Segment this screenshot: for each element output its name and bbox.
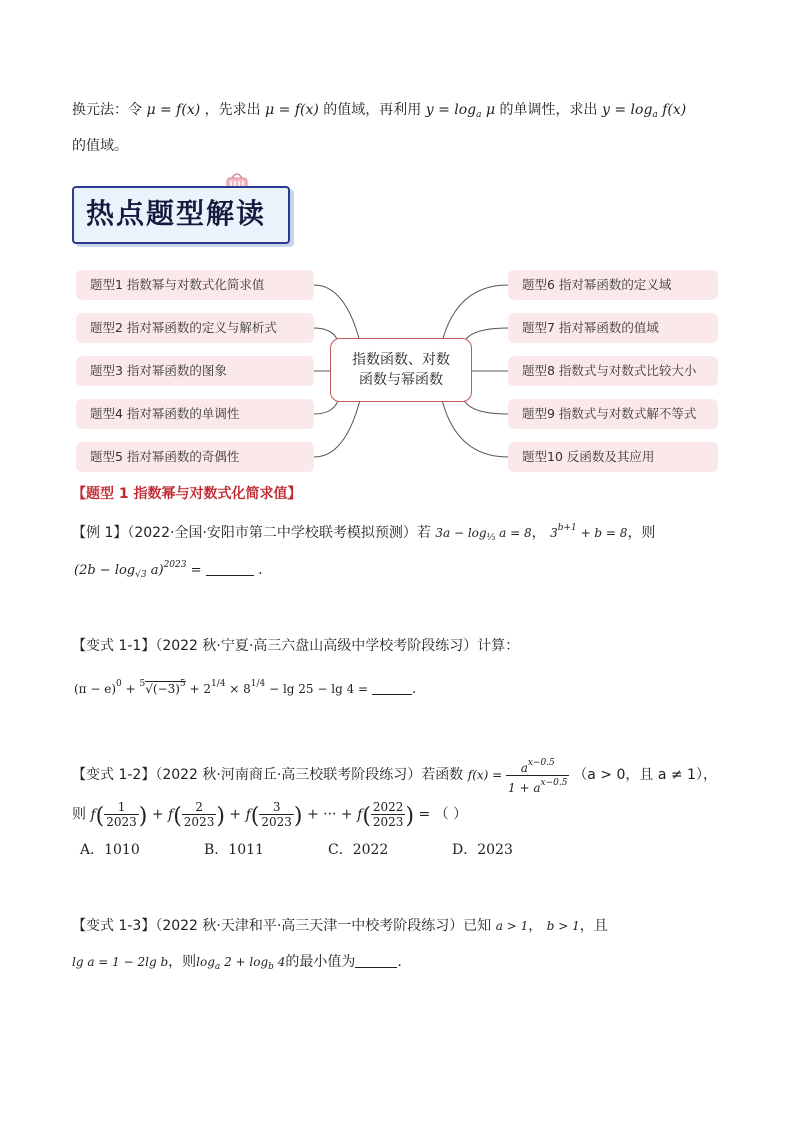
- intro-text: 的单调性，求出: [499, 102, 598, 118]
- condition: （a > 0，且 a ≠ 1），: [573, 767, 717, 783]
- fraction: [506, 756, 569, 795]
- sep: ，: [528, 918, 543, 934]
- fraction: $\frac{1}{2023}$: [106, 800, 137, 829]
- topic-pill-4: 题型4 指对幂函数的单调性: [76, 399, 314, 429]
- topic-pill-8: 题型8 指数式与对数式比较大小: [508, 356, 718, 386]
- math-fx: f(x): [662, 102, 687, 118]
- choice-b[interactable]: B．1011: [204, 842, 264, 858]
- math-mu: μ: [485, 102, 496, 118]
- math-expr: a): [150, 563, 164, 578]
- math-sub: ⅓: [486, 533, 496, 543]
- fraction: $\frac{2022}{2023}$: [372, 800, 404, 829]
- equals-paren: = （ ）: [414, 806, 468, 823]
- math-sup: 1/4: [210, 679, 226, 689]
- topic-pill-5: 题型5 指对幂函数的奇偶性: [76, 442, 314, 472]
- math-expr: lg a = 1 − 2lg b: [72, 955, 169, 969]
- variant-1-3-line-1: [72, 916, 608, 936]
- tail-text: ，且: [579, 918, 608, 934]
- math-expr: +: [121, 682, 140, 696]
- variant-label: 【变式 1-3】: [72, 918, 156, 934]
- math-sup: 1/4: [250, 679, 266, 689]
- plus: +: [147, 806, 169, 823]
- math-fx: f(x) =: [467, 768, 507, 782]
- choice-d[interactable]: D．2023: [452, 842, 513, 858]
- choices-row: [80, 840, 576, 860]
- topic-pill-1: 题型1 指数幂与对数式化简求值: [76, 270, 314, 300]
- math-y-log: y = log: [425, 102, 477, 118]
- center-line-1: 指数函数、对数: [352, 352, 450, 368]
- tail-text: ，则: [627, 525, 656, 541]
- intro-text: 的值域，再利用: [323, 102, 422, 118]
- math-expr: (π − e): [74, 682, 117, 696]
- math-sub: a: [214, 962, 221, 972]
- end-mark: .: [253, 562, 263, 578]
- center-line-2: 函数与幂函数: [359, 372, 443, 388]
- topic-pill-7: 题型7 指对幂函数的值域: [508, 313, 718, 343]
- example-1-line-2: [74, 555, 263, 585]
- frac-den: 1 + a: [508, 781, 541, 795]
- mindmap-center: [330, 338, 472, 402]
- end-mark: .: [411, 681, 417, 697]
- topic-pill-6: 题型6 指对幂函数的定义域: [508, 270, 718, 300]
- math-root-index: 5: [139, 679, 146, 689]
- math-sub: a: [476, 110, 482, 120]
- answer-blank[interactable]: [355, 955, 397, 968]
- example-1-line-1: [72, 518, 655, 548]
- math-cond: b > 1: [546, 919, 580, 933]
- variant-1-2-line-2: 则 f( $\frac{1}{2023}$ ) + f( $\frac{2}{2023}$ ) + f( $\frac{3}{2023}$ ) + ··· + f( $\frac{2022}{2023}$ ) = （ ）: [72, 800, 468, 829]
- math-sup: b+1: [557, 523, 577, 533]
- topic-pill-3: 题型3 指对幂函数的图象: [76, 356, 314, 386]
- math-mu-f: μ = f(x): [146, 102, 201, 118]
- math-expr: − lg 25 − lg 4 =: [265, 682, 372, 696]
- math-f: f: [357, 806, 363, 823]
- math-f: f: [168, 806, 174, 823]
- answer-blank[interactable]: [206, 563, 254, 576]
- variant-label: 【变式 1-1】: [72, 638, 156, 654]
- example-source: （2022·全国·安阳市第二中学校联考模拟预测）若: [127, 525, 431, 541]
- math-f: f: [245, 806, 251, 823]
- variant-source: （2022 秋·宁夏·高三六盘山高级中学校考阶段练习）计算：: [155, 638, 520, 654]
- tail-text: ，则: [168, 954, 197, 970]
- intro-line-2: 的值域。: [72, 138, 128, 154]
- math-expr: a = 8: [499, 526, 532, 540]
- math-root-body: (−3): [152, 682, 180, 696]
- variant-source: （2022 秋·河南商丘·高三校联考阶段练习）若函数: [155, 767, 464, 783]
- banner-title: 热点题型解读: [86, 197, 267, 230]
- math-expr: 2 + log: [220, 955, 269, 969]
- variant-1-1-line-2: $(\pi - e)^0 + ^5√(-3)^5 + 2^{1/4} \times 8^{1/4} - \lg 25 - \lg 4$ = .: [74, 679, 417, 697]
- answer-blank[interactable]: [372, 682, 412, 695]
- math-expr: 3a − log: [435, 526, 487, 540]
- math-expr: (2b − log: [74, 563, 136, 578]
- tail-text: 的最小值为: [285, 954, 356, 970]
- fraction: $\frac{2}{2023}$: [183, 800, 215, 829]
- math-expr: 3: [550, 526, 558, 540]
- math-sup: 0: [116, 679, 122, 689]
- ellipsis: + ··· +: [302, 806, 358, 823]
- math-sup: 5: [179, 679, 186, 689]
- math-expr: + 2: [185, 682, 211, 696]
- math-sub: b: [268, 962, 274, 972]
- end-mark: .: [397, 954, 402, 970]
- math-sup: x−0.5: [527, 758, 555, 768]
- math-sup: x−0.5: [540, 778, 568, 788]
- variant-1-1-line-1: [72, 636, 519, 656]
- math-expr: 4: [273, 955, 286, 969]
- topic-pill-9: 题型9 指数式与对数式解不等式: [508, 399, 718, 429]
- math-expr: log: [196, 955, 215, 969]
- intro-text: ，先求出: [204, 102, 261, 118]
- section-heading: 【题型 1 指数幂与对数式化简求值】: [72, 486, 302, 502]
- variant-source: （2022 秋·天津和平·高三天津一中校考阶段练习）已知: [155, 918, 492, 934]
- math-expr: =: [186, 563, 206, 578]
- variant-1-2-line-1: [72, 756, 717, 795]
- frac-num: a: [520, 761, 528, 775]
- math-y-log: y = log: [602, 102, 653, 118]
- math-cond: a > 1: [495, 919, 529, 933]
- choice-a[interactable]: A．1010: [80, 842, 140, 858]
- choice-c[interactable]: C．2022: [328, 842, 389, 858]
- sep: ，: [531, 525, 546, 541]
- math-mu-f: μ = f(x): [265, 102, 319, 118]
- math-f: f: [90, 806, 96, 823]
- example-label: 【例 1】: [72, 525, 128, 541]
- fraction: $\frac{3}{2023}$: [261, 800, 292, 829]
- pre-text: 则: [72, 806, 86, 823]
- math-sub: √3: [135, 570, 147, 580]
- math-sup: 2023: [163, 560, 187, 570]
- intro-text: 换元法：令: [72, 102, 142, 118]
- plus: +: [224, 806, 246, 823]
- math-expr: × 8: [225, 682, 251, 696]
- topic-pill-2: 题型2 指对幂函数的定义与解析式: [76, 313, 314, 343]
- math-expr: + b = 8: [580, 526, 628, 540]
- topic-pill-10: 题型10 反函数及其应用: [508, 442, 718, 472]
- variant-1-3-line-2: [72, 952, 402, 977]
- math-sub: a: [652, 110, 658, 120]
- variant-label: 【变式 1-2】: [72, 767, 156, 783]
